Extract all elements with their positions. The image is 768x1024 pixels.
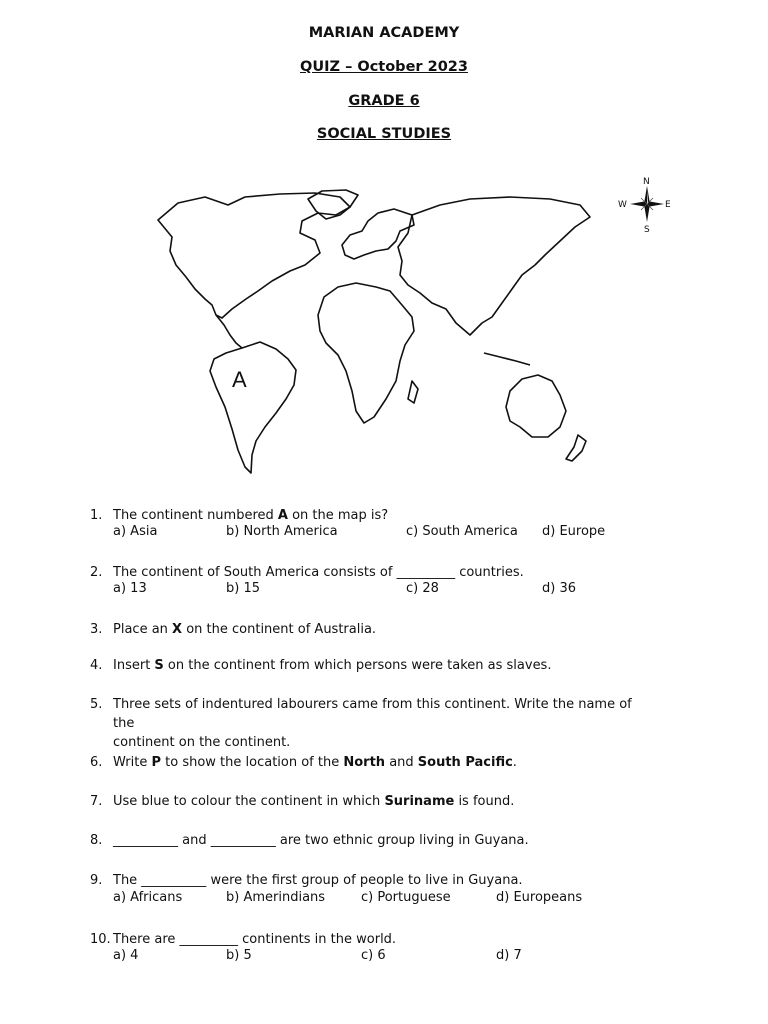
question-text-line-2: continent on the continent. <box>113 735 291 750</box>
continent-label-a: A <box>232 367 247 392</box>
question-text: Insert S on the continent from which persons were taken as slaves. <box>113 658 552 673</box>
madagascar-outline <box>408 381 418 403</box>
quiz-title: QUIZ – October 2023 <box>300 59 468 75</box>
question-10-options <box>113 948 653 967</box>
world-map <box>150 185 600 480</box>
option-d[interactable]: d) 36 <box>542 581 576 596</box>
question-2-options <box>113 581 653 600</box>
question-4 <box>90 656 650 675</box>
question-number: 7. <box>90 794 103 809</box>
question-9-options <box>113 890 653 909</box>
question-number: 6. <box>90 755 103 770</box>
option-d[interactable]: d) Europe <box>542 524 606 539</box>
question-number: 5. <box>90 697 103 712</box>
question-text: There are _________ continents in the world. <box>113 932 397 947</box>
south-america-outline <box>210 342 296 473</box>
question-number: 9. <box>90 873 103 888</box>
north-america-outline <box>158 193 350 318</box>
question-number: 4. <box>90 658 103 673</box>
option-d[interactable]: d) Europeans <box>496 890 583 905</box>
option-a[interactable]: a) Africans <box>113 890 183 905</box>
question-number: 2. <box>90 565 103 580</box>
question-number: 8. <box>90 833 103 848</box>
grade-label: GRADE 6 <box>348 93 420 109</box>
question-number: 3. <box>90 622 103 637</box>
option-a[interactable]: a) 4 <box>113 948 139 963</box>
compass-s-label: S <box>644 225 650 234</box>
option-b[interactable]: b) North America <box>226 524 338 539</box>
question-1 <box>90 506 650 525</box>
question-text: Use blue to colour the continent in which Suriname is found. <box>113 794 515 809</box>
question-text: Write P to show the location of the North and South Pacific. <box>113 755 517 770</box>
asia-outline <box>398 197 590 335</box>
compass-w-label: W <box>618 200 627 210</box>
central-america-outline <box>216 315 242 348</box>
question-number: 10. <box>90 932 111 947</box>
africa-outline <box>318 283 414 423</box>
question-text: Place an X on the continent of Australia. <box>113 622 377 637</box>
indonesia-outline <box>484 353 530 365</box>
option-b[interactable]: b) 5 <box>226 948 252 963</box>
option-c[interactable]: c) 6 <box>361 948 386 963</box>
compass-e-label: E <box>665 200 671 210</box>
question-1-options <box>113 524 653 543</box>
compass-n-label: N <box>643 177 650 187</box>
question-number: 1. <box>90 508 103 523</box>
question-10 <box>90 930 650 949</box>
option-b[interactable]: b) 15 <box>226 581 260 596</box>
australia-outline <box>506 375 566 437</box>
question-9 <box>90 871 650 890</box>
new-zealand-outline <box>566 435 586 461</box>
option-a[interactable]: a) Asia <box>113 524 158 539</box>
question-8 <box>90 831 650 850</box>
question-3 <box>90 620 650 639</box>
option-a[interactable]: a) 13 <box>113 581 147 596</box>
question-7 <box>90 792 650 811</box>
question-2 <box>90 563 650 582</box>
question-5 <box>90 695 650 752</box>
school-name: MARIAN ACADEMY <box>308 25 460 41</box>
europe-outline <box>342 209 414 259</box>
question-text: The continent of South America consists of _________ countries. <box>113 565 524 580</box>
question-6 <box>90 753 650 772</box>
option-b[interactable]: b) Amerindians <box>226 890 326 905</box>
subject-title: SOCIAL STUDIES <box>316 126 452 142</box>
compass-rose <box>616 176 672 234</box>
option-c[interactable]: c) Portuguese <box>361 890 451 905</box>
option-c[interactable]: c) South America <box>406 524 518 539</box>
option-d[interactable]: d) 7 <box>496 948 522 963</box>
question-text: The continent numbered A on the map is? <box>113 508 389 523</box>
option-c[interactable]: c) 28 <box>406 581 439 596</box>
question-text: The __________ were the first group of people to live in Guyana. <box>113 873 523 888</box>
question-text: __________ and __________ are two ethnic group living in Guyana. <box>113 833 529 848</box>
question-text-line-1: Three sets of indentured labourers came from this continent. Write the name of the <box>113 697 632 731</box>
